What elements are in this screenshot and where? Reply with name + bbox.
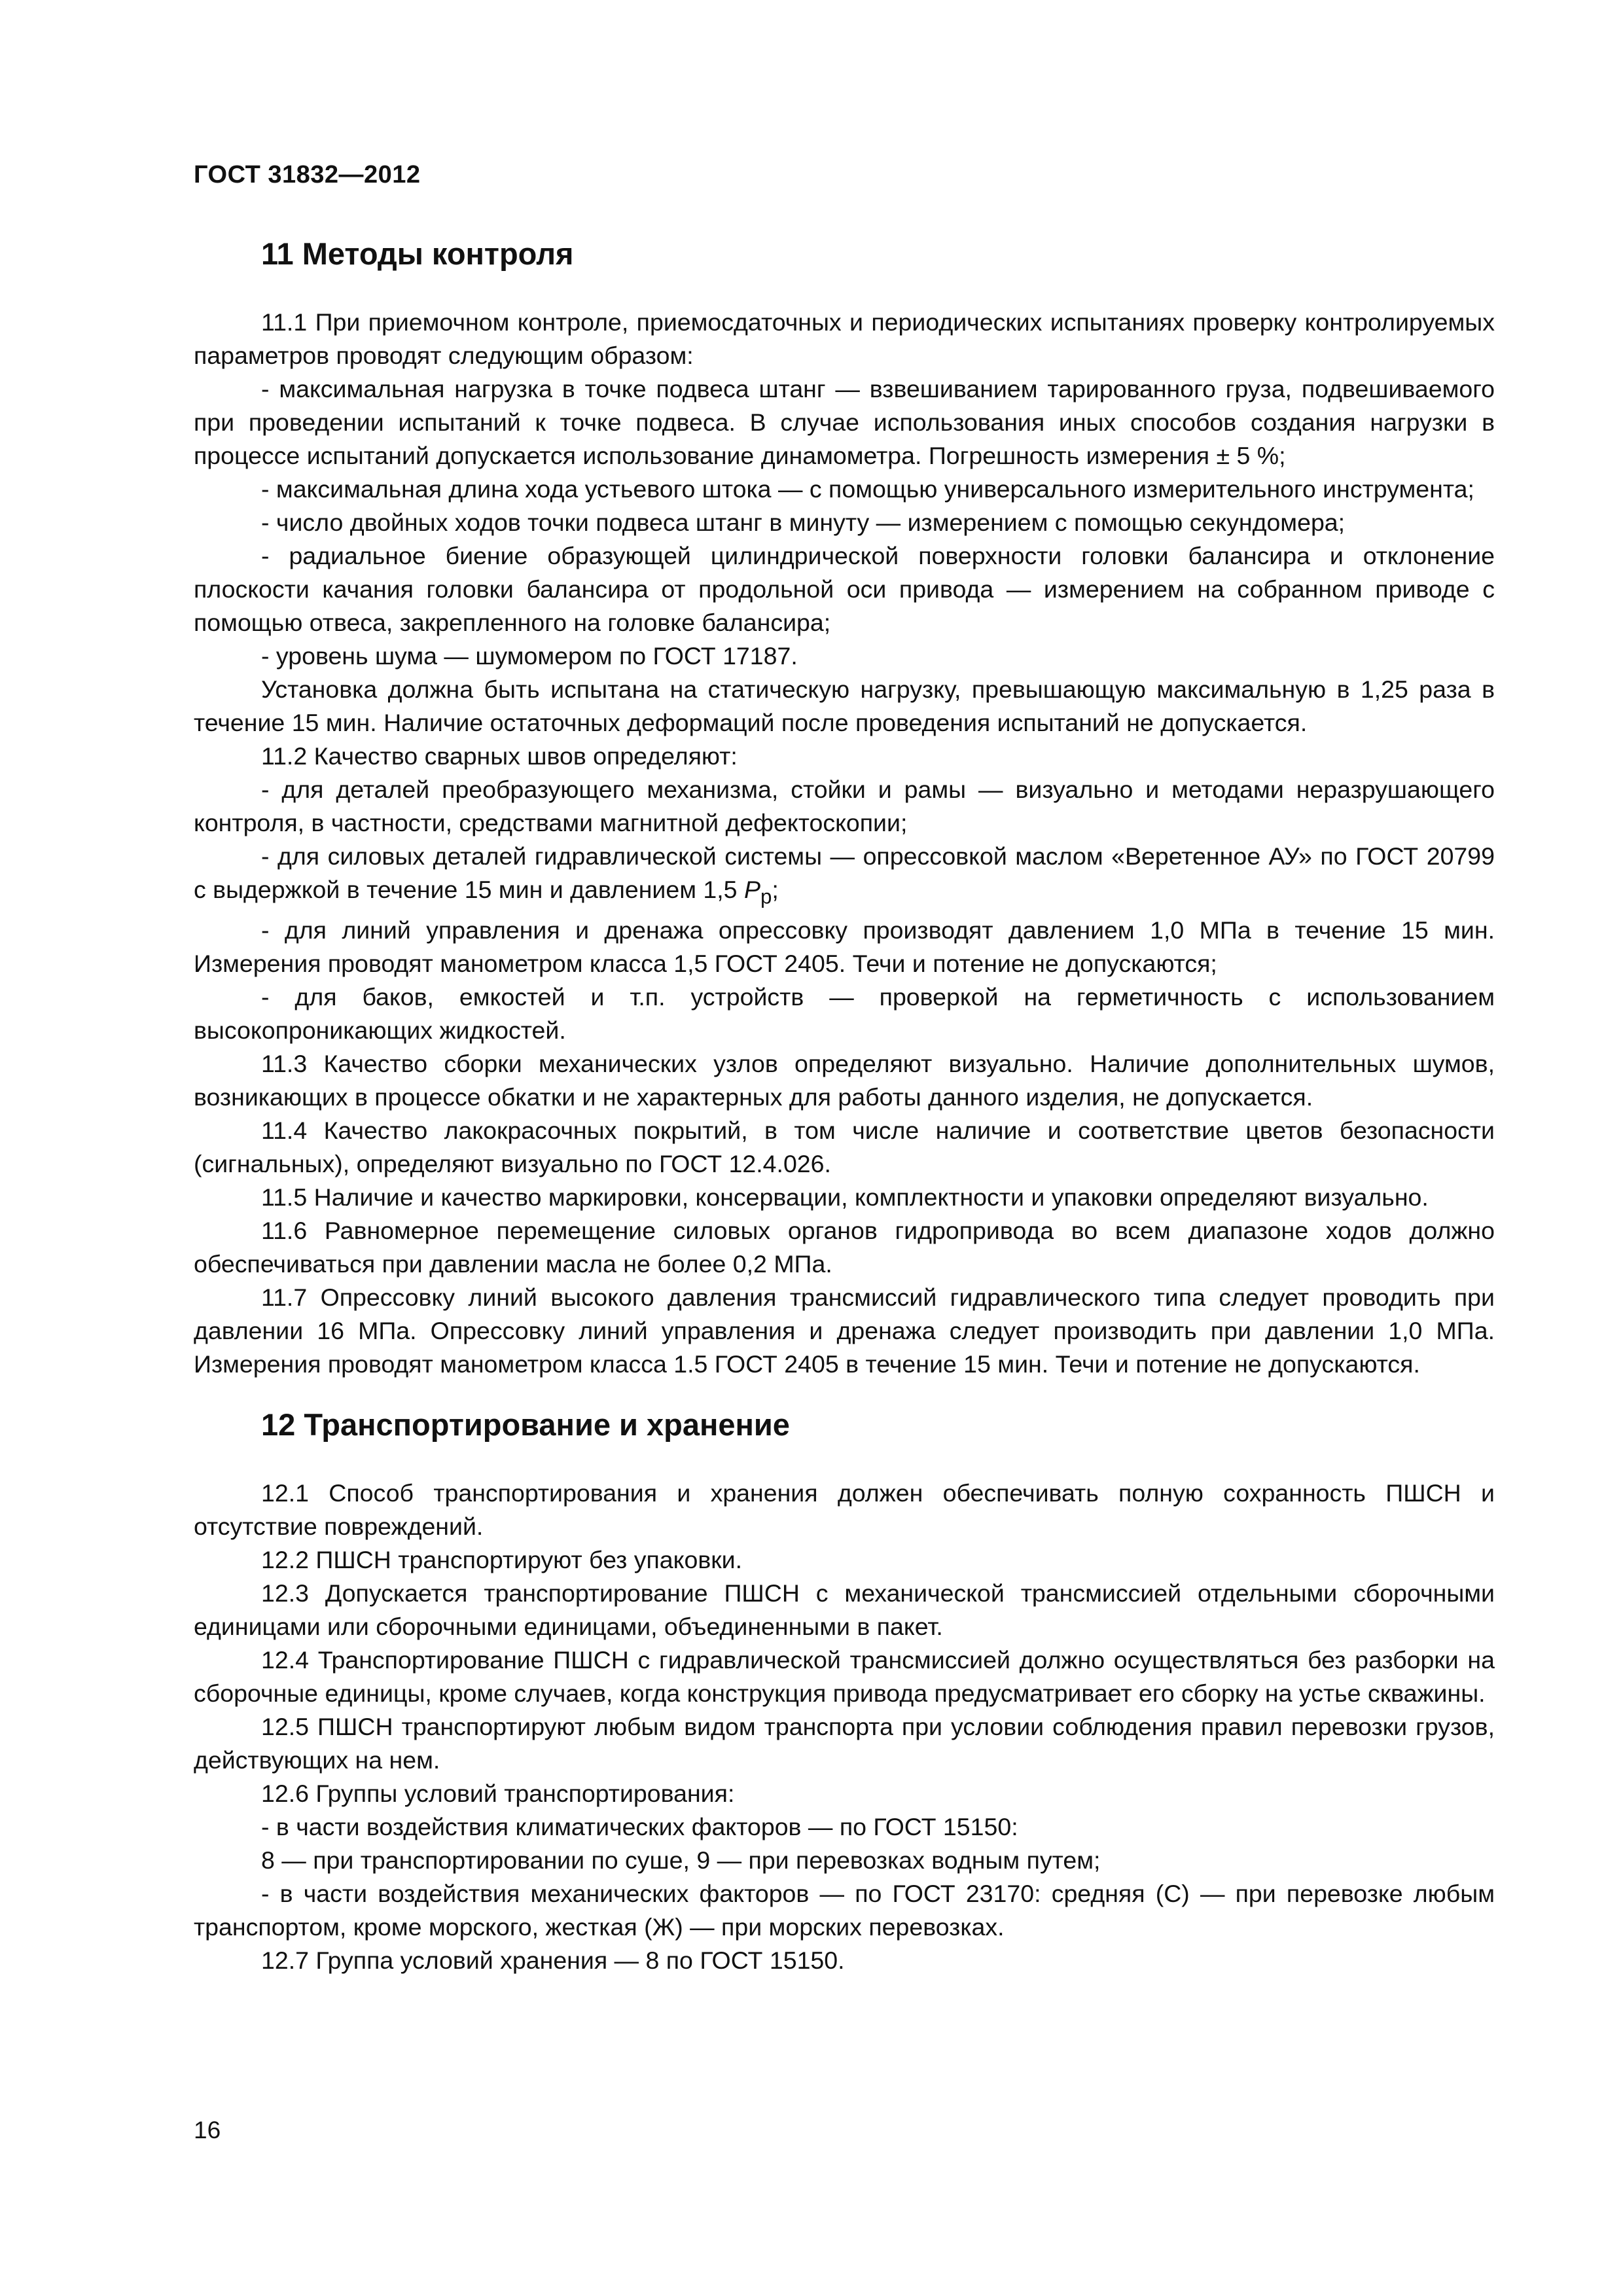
paragraph: 11.4 Качество лакокрасочных покрытий, в том числе наличие и соответствие цветов безопасности (сигнальных), определяют визуально по ГОСТ 12.4.026. xyxy=(194,1116,1495,1177)
paragraph: - максимальная нагрузка в точке подвеса штанг — взвешиванием тарированного груза, подвешиваемого при проведении испытаний к точке подвеса. В случае использования иных способов создания нагрузки в процессе испытаний допускается использование динамометра. Погрешность измерения ± 5 %; xyxy=(194,375,1495,469)
paragraph: 11.1 При приемочном контроле, приемосдаточных и периодических испытаниях проверку контролируемых параметров проводят следующим образом: xyxy=(194,308,1495,369)
paragraph: 11.5 Наличие и качество маркировки, консервации, комплектности и упаковки определяют визуально. xyxy=(261,1183,1429,1211)
paragraph: 12.5 ПШСН транспортируют любым видом транспорта при условии соблюдения правил перевозки грузов, действующих на нем. xyxy=(194,1712,1495,1774)
paragraph: - в части воздействия механических факторов — по ГОСТ 23170: средняя (С) — при перевозке любым транспортом, кроме морского, жесткая (Ж) — при морских перевозках. xyxy=(194,1879,1495,1941)
paragraph: - для баков, емкостей и т.п. устройств — проверкой на герметичность с использованием высокопроникающих жидкостей. xyxy=(194,982,1495,1044)
paragraph: 12.4 Транспортирование ПШСН с гидравлической трансмиссией должно осуществляться без разборки на сборочные единицы, кроме случаев, когда конструкция привода предусматривает его сборку на устье скважины. xyxy=(194,1645,1495,1707)
document-header: ГОСТ 31832—2012 xyxy=(194,161,421,188)
paragraph: 12.1 Способ транспортирования и хранения должен обеспечивать полную сохранность ПШСН и отсутствие повреждений. xyxy=(194,1479,1495,1540)
paragraph: 11.7 Опрессовку линий высокого давления трансмиссий гидравлического типа следует проводить при давлении 16 МПа. Опрессовку линий управления и дренажа следует производить при давлении 1,0 МПа. Измерения проводят манометром класса 1.5 ГОСТ 2405 в течение 15 мин. Течи и потение не допускаются. xyxy=(194,1283,1495,1378)
paragraph: 12.2 ПШСН транспортируют без упаковки. xyxy=(261,1545,743,1573)
page-number: 16 xyxy=(194,2117,221,2144)
paragraph: 8 — при транспортировании по суше, 9 — при перевозках водным путем; xyxy=(261,1846,1101,1874)
paragraph-text: - для силовых деталей гидравлической системы — опрессовкой маслом «Веретенное АУ» по ГОСТ 20799 с выдержкой в течение 15 мин и давлением 1,5 xyxy=(194,842,1495,903)
paragraph: 11.6 Равномерное перемещение силовых органов гидропривода во всем диапазоне ходов должно обеспечиваться при давлении масла не более 0,2 МПа. xyxy=(194,1216,1495,1278)
paragraph-pressure-test xyxy=(194,840,1495,914)
page-body xyxy=(194,223,1495,1977)
paragraph-text: ; xyxy=(772,876,779,903)
section-12-heading: 12 Транспортирование и хранение xyxy=(261,1407,790,1442)
section-11-heading: 11 Методы контроля xyxy=(261,236,574,271)
paragraph: - максимальная длина хода устьевого штока — с помощью универсального измерительного инструмента; xyxy=(261,475,1474,503)
paragraph: - для деталей преобразующего механизма, стойки и рамы — визуально и методами неразрушающего контроля, в частности, средствами магнитной дефектоскопии; xyxy=(194,776,1495,836)
paragraph: - число двойных ходов точки подвеса штанг в минуту — измерением с помощью секундомера; xyxy=(261,509,1346,536)
paragraph: - уровень шума — шумомером по ГОСТ 17187. xyxy=(261,642,798,670)
paragraph: 11.3 Качество сборки механических узлов определяют визуально. Наличие дополнительных шумов, возникающих в процессе обкатки и не характерных для работы данного изделия, не допускается. xyxy=(194,1049,1495,1111)
pressure-variable: P xyxy=(743,876,760,903)
paragraph: 12.3 Допускается транспортирование ПШСН с механической трансмиссией отдельными сборочными единицами или сборочными единицами, объединенными в пакет. xyxy=(194,1579,1495,1640)
pressure-subscript: р xyxy=(760,885,772,908)
paragraph: 11.2 Качество сварных швов определяют: xyxy=(261,742,738,770)
paragraph: 12.7 Группа условий хранения — 8 по ГОСТ 15150. xyxy=(261,1946,845,1974)
paragraph: Установка должна быть испытана на статическую нагрузку, превышающую максимальную в 1,25 раза в течение 15 мин. Наличие остаточных деформаций после проведения испытаний не допускается. xyxy=(194,675,1495,736)
paragraph: 12.6 Группы условий транспортирования: xyxy=(261,1779,735,1807)
paragraph: - радиальное биение образующей цилиндрической поверхности головки балансира и отклонение плоскости качания головки балансира от продольной оси привода — измерением на собранном приводе с помощью отвеса, закрепленного на головке балансира; xyxy=(194,542,1495,636)
paragraph: - в части воздействия климатических факторов — по ГОСТ 15150: xyxy=(261,1812,1018,1840)
paragraph: - для линий управления и дренажа опрессовку производят давлением 1,0 МПа в течение 15 мин. Измерения проводят манометром класса 1,5 ГОСТ 2405. Течи и потение не допускаются; xyxy=(194,916,1495,977)
